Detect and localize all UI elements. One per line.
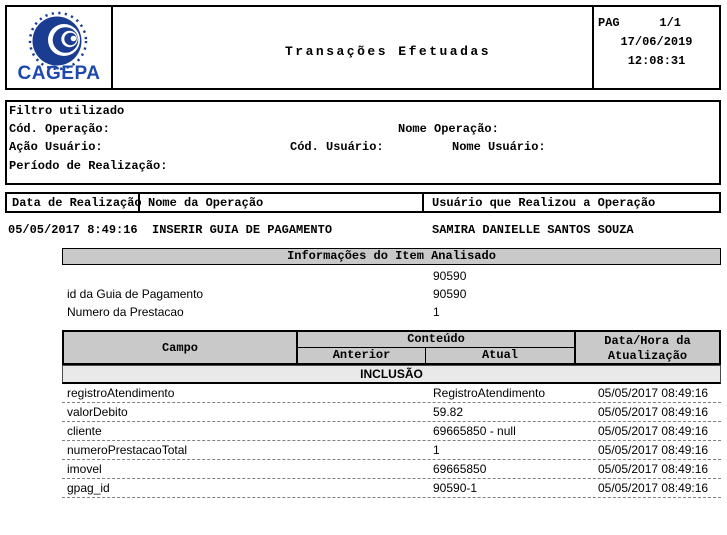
page-indicator [598,14,715,33]
cagepa-logo-icon [25,11,91,71]
field-table-header [62,330,721,365]
field-name: gpag_id [67,481,110,495]
field-row [62,479,721,498]
col-header-conteudo-group [298,332,576,363]
info-row-value: 1 [433,305,440,319]
filter-cod-usuario: Cód. Usuário: [290,140,384,154]
col-header-datahora [576,332,719,363]
section-label-inclusao: INCLUSÃO [62,365,721,384]
info-row-label: id da Guia de Pagamento [67,287,204,301]
col-header-anterior: Anterior [298,348,426,363]
conteudo-subheaders [298,348,574,363]
col-header-conteudo: Conteúdo [298,332,574,348]
field-atual: 59.82 [433,405,464,419]
report-header [5,5,721,90]
field-row [62,441,721,460]
filter-acao-usuario: Ação Usuário: [9,140,103,154]
page-info-cell [592,7,719,88]
field-name: imovel [67,462,102,476]
field-name: registroAtendimento [67,386,175,400]
col-header-campo: Campo [64,332,298,363]
field-datetime: 05/05/2017 08:49:16 [598,405,709,419]
info-row-value: 90590 [433,269,467,283]
filter-nome-usuario: Nome Usuário: [452,140,546,154]
field-row [62,384,721,403]
field-row [62,403,721,422]
field-name: valorDebito [67,405,128,419]
info-row-value: 90590 [433,287,467,301]
field-atual: 90590-1 [433,481,478,495]
filter-box [5,100,721,185]
col-header-datahora-line2: Atualização [607,349,688,363]
filter-nome-operacao: Nome Operação: [398,122,499,136]
col-header-datahora-line1: Data/Hora da [604,334,691,348]
field-row [62,422,721,441]
transaction-name: INSERIR GUIA DE PAGAMENTO [152,223,333,237]
field-datetime: 05/05/2017 08:49:16 [598,462,709,476]
report-date: 17/06/2019 [620,35,693,49]
report-time: 12:08:31 [627,54,686,68]
field-name: numeroPrestacaoTotal [67,443,188,457]
field-datetime: 05/05/2017 08:49:16 [598,481,709,495]
col-header-data-realizacao: Data de Realização [7,194,140,211]
col-header-nome-operacao: Nome da Operação [140,194,424,211]
transaction-date: 05/05/2017 8:49:16 [8,223,138,237]
logo-text: CAGEPA [17,63,101,84]
filter-cod-operacao: Cód. Operação: [9,122,110,136]
info-row-label: Numero da Prestacao [67,305,184,319]
field-atual: 1 [433,443,440,457]
filter-periodo: Período de Realização: [9,159,168,173]
col-header-atual: Atual [481,348,518,362]
field-atual: RegistroAtendimento [433,386,546,400]
field-atual: 69665850 [433,462,487,476]
title-cell [113,7,592,88]
col-header-usuario: Usuário que Realizou a Operação [432,196,656,210]
page-label: PAG [598,16,620,30]
transaction-user: SAMIRA DANIELLE SANTOS SOUZA [432,223,634,237]
field-datetime: 05/05/2017 08:49:16 [598,424,709,438]
field-rows [62,384,721,498]
field-atual: 69665850 - null [433,424,516,438]
logo-cell [7,7,113,88]
field-name: cliente [67,424,102,438]
field-datetime: 05/05/2017 08:49:16 [598,386,709,400]
field-row [62,460,721,479]
item-info-title: Informações do Item Analisado [62,248,721,265]
page-number: 1/1 [659,16,681,30]
field-datetime: 05/05/2017 08:49:16 [598,443,709,457]
page-title: Transações Efetuadas [284,44,492,59]
filter-title: Filtro utilizado [9,104,125,118]
transactions-header-row [5,192,721,213]
